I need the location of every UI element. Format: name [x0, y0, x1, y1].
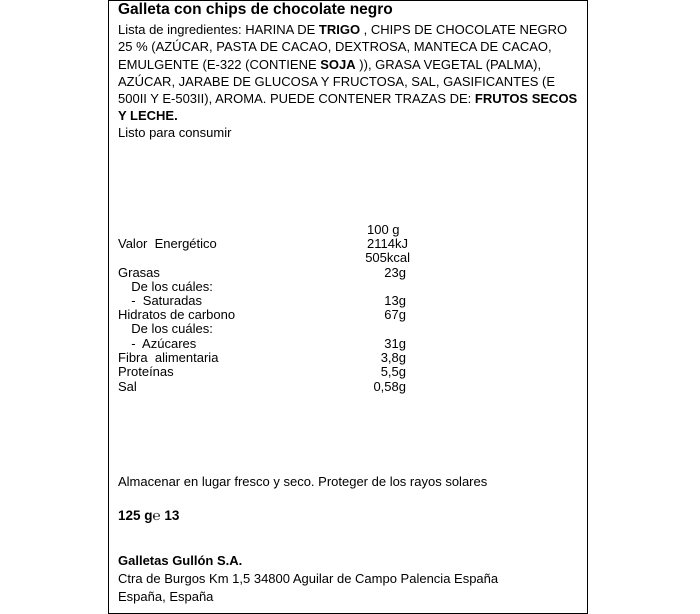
- nutrition-label: Hidratos de carbono: [118, 307, 236, 322]
- nutrition-label: Sal: [118, 379, 137, 394]
- ingredients-segment: , CHIPS DE CHOCOLATE NEGRO 25 % (AZÚCAR, PASTA DE CACAO, DEXTROSA, MANTECA DE CACAO, EMULGENTE (E-322 (CONTIENE: [118, 22, 568, 72]
- storage-instructions: Almacenar en lugar fresco y seco. Proteger de los rayos solares: [118, 474, 488, 489]
- nutrition-label: De los cuáles:: [124, 321, 213, 336]
- nutrition-row: [118, 279, 458, 294]
- allergen-highlight: FRUTOS SECOS Y LECHE.: [118, 91, 578, 124]
- nutrition-row: [118, 350, 458, 365]
- nutrition-row: [118, 250, 458, 265]
- nutrition-value: 0,58g: [373, 379, 406, 394]
- nutrition-value: 3,8g: [380, 350, 406, 365]
- ingredients-text: [118, 21, 580, 125]
- usage-note: Listo para consumir: [118, 125, 232, 140]
- nutrition-label: Grasas: [118, 265, 160, 280]
- nutrition-row: [118, 336, 458, 351]
- company-address: Ctra de Burgos Km 1,5 34800 Aguilar de Campo Palencia España: [118, 571, 499, 586]
- company-country: España, España: [118, 589, 214, 604]
- product-title: Galleta con chips de chocolate negro: [118, 1, 393, 18]
- nutrition-row: [118, 265, 458, 280]
- nutrition-value: 23g: [384, 265, 406, 280]
- nutrition-value: 2114kJ: [367, 236, 408, 251]
- nutrition-row: [118, 379, 458, 394]
- company-name: Galletas Gullón S.A.: [118, 553, 243, 568]
- nutrition-row: [118, 307, 458, 322]
- nutrition-label: Fibra alimentaria: [118, 350, 219, 365]
- nutrition-row: [118, 293, 458, 308]
- net-weight: 125 g℮ 13: [118, 508, 180, 523]
- nutrition-value: 5,5g: [380, 364, 406, 379]
- nutrition-label: Valor Energético: [118, 236, 217, 251]
- ingredients-segment: )), GRASA VEGETAL (PALMA), AZÚCAR, JARABE DE GLUCOSA Y FRUCTOSA, SAL, GASIFICANTES (E 500II Y E-503II), AROMA. PUEDE CONTENER TRAZAS DE:: [118, 56, 556, 107]
- allergen-highlight: TRIGO: [318, 22, 361, 37]
- nutrition-label: De los cuáles:: [124, 279, 213, 294]
- nutrition-value: 13g: [384, 293, 406, 308]
- allergen-highlight: SOJA: [320, 56, 356, 72]
- ingredients-segment: Lista de ingredientes: HARINA DE: [118, 22, 319, 37]
- nutrition-value: 505kcal: [365, 250, 410, 265]
- nutrition-row: [118, 321, 458, 336]
- nutrition-label: - Saturadas: [124, 293, 203, 308]
- nutrition-header: 100 g: [367, 222, 400, 237]
- nutrition-row: [118, 236, 458, 251]
- nutrition-label: Proteínas: [118, 364, 174, 379]
- nutrition-value: 31g: [384, 336, 406, 351]
- nutrition-value: 67g: [384, 307, 406, 322]
- nutrition-row: [118, 364, 458, 379]
- nutrition-label: - Azúcares: [124, 336, 197, 351]
